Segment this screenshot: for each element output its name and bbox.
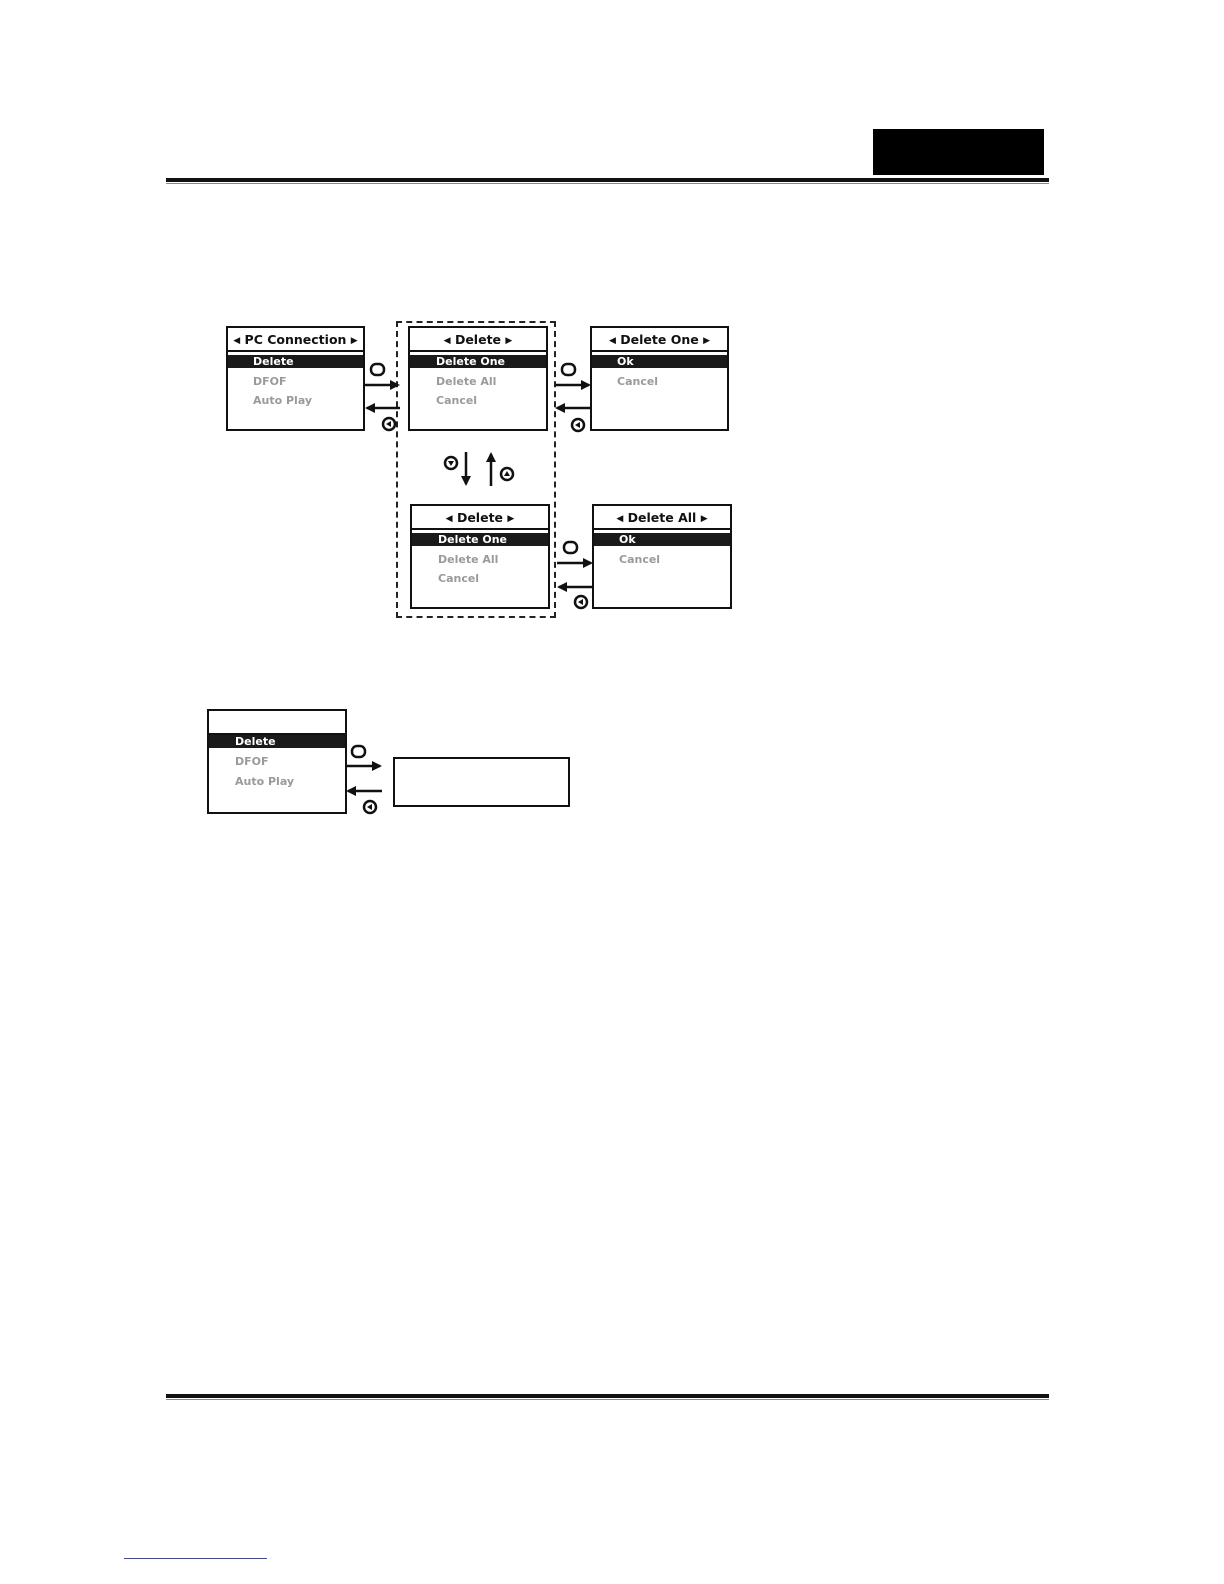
lcd-title: ◀ Delete All ▶ xyxy=(594,508,730,530)
left-button-icon xyxy=(572,419,584,431)
left-button-icon xyxy=(364,801,376,813)
lcd-title: ◀ Delete ▶ xyxy=(412,508,548,530)
menu-item-delete-one[interactable]: Delete One xyxy=(410,355,546,368)
menu-item-delete[interactable]: Delete xyxy=(228,355,363,368)
menu-item-auto-play[interactable]: Auto Play xyxy=(235,775,295,788)
menu-item-cancel[interactable]: Cancel xyxy=(438,572,480,585)
left-triangle-icon: ◀ xyxy=(443,336,451,346)
menu-item-cancel[interactable]: Cancel xyxy=(436,394,478,407)
ok-button-icon xyxy=(352,746,365,757)
menu-item-delete[interactable]: Delete xyxy=(209,735,345,748)
up-button-icon xyxy=(501,468,513,480)
menu-item-dfof[interactable]: DFOF xyxy=(253,375,287,388)
menu-item-cancel[interactable]: Cancel xyxy=(619,553,661,566)
right-triangle-icon: ▶ xyxy=(700,514,708,524)
left-triangle-icon: ◀ xyxy=(445,514,453,524)
menu-item-dfof[interactable]: DFOF xyxy=(235,755,269,768)
menu-item-cancel[interactable]: Cancel xyxy=(617,375,659,388)
lcd-title: ◀ PC Connection ▶ xyxy=(228,330,363,352)
ok-button-icon xyxy=(371,364,384,375)
menu-item-delete-one[interactable]: Delete One xyxy=(412,533,548,546)
menu-item-delete-all[interactable]: Delete All xyxy=(438,553,499,566)
right-triangle-icon: ▶ xyxy=(350,336,358,346)
down-button-icon xyxy=(445,457,457,469)
left-triangle-icon: ◀ xyxy=(616,514,624,524)
ok-button-icon xyxy=(562,364,575,375)
lcd-title: ◀ Delete ▶ xyxy=(410,330,546,352)
menu-item-ok[interactable]: Ok xyxy=(594,533,730,546)
lcd-title: ◀ Delete One ▶ xyxy=(592,330,727,352)
right-triangle-icon: ▶ xyxy=(505,336,513,346)
left-triangle-icon: ◀ xyxy=(609,336,616,346)
left-button-icon xyxy=(383,418,395,430)
menu-item-delete-all[interactable]: Delete All xyxy=(436,375,497,388)
right-triangle-icon: ▶ xyxy=(507,514,515,524)
ok-button-icon xyxy=(564,542,577,553)
menu-item-auto-play[interactable]: Auto Play xyxy=(253,394,313,407)
menu-item-ok[interactable]: Ok xyxy=(592,355,727,368)
left-button-icon xyxy=(575,596,587,608)
left-triangle-icon: ◀ xyxy=(233,336,241,346)
right-triangle-icon: ▶ xyxy=(703,336,710,346)
